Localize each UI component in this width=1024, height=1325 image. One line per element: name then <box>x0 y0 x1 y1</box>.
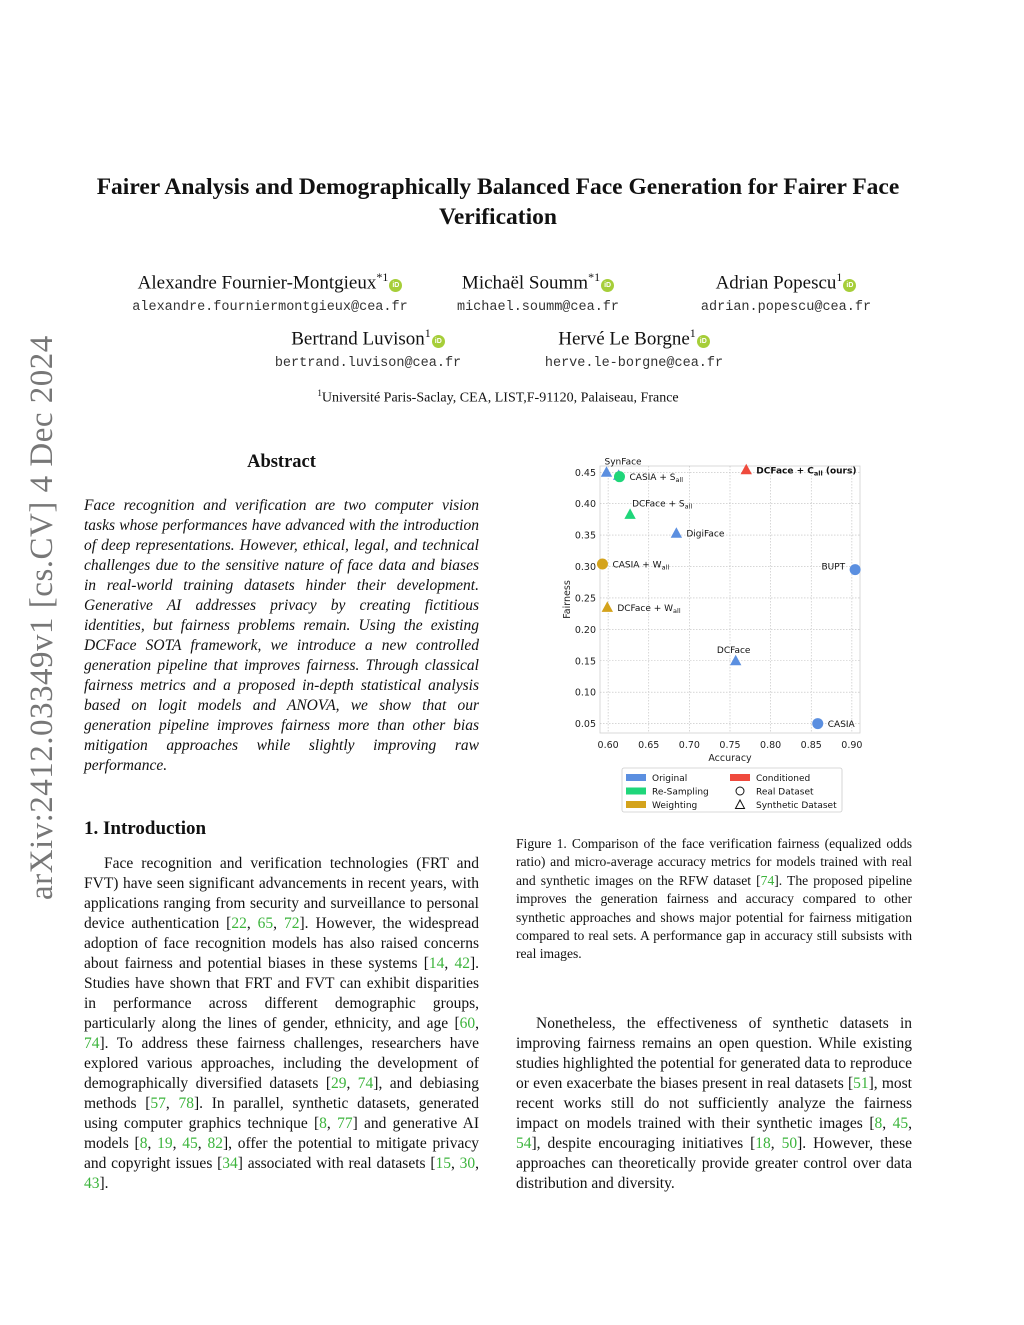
citation-link[interactable]: 8 <box>874 1115 883 1132</box>
author-name-text: Alexandre Fournier-Montgieux <box>137 272 377 294</box>
author-name-text: Adrian Popescu <box>715 272 837 294</box>
orcid-icon[interactable]: iD <box>389 279 402 292</box>
y-tick-label: 0.25 <box>574 593 596 605</box>
citation-link[interactable]: 45 <box>892 1115 909 1132</box>
intro-paragraph-2: Nonetheless, the effectiveness of synthetic datasets in improving fairness remains an open question. While existing studies highlighted the potential for generated data to reproduce or even exacerbate the biases present in real datasets [51], most recent works still do not sufficiently analyze the fairness impact on models trained with their synthetic images [8, 45, 54], despite encouraging initiatives [18, 50]. However, these approaches can theoretically provide greater control over data distribution and diversity. <box>516 1015 913 1192</box>
citation-link[interactable]: 8 <box>139 1135 148 1152</box>
data-label: DCFace + $W_{all}$ <box>617 603 681 615</box>
introduction-column-left <box>84 854 479 1194</box>
citation-link[interactable]: 29 <box>330 1075 347 1092</box>
data-point-circle <box>850 564 861 575</box>
citation-link[interactable]: 51 <box>853 1075 869 1092</box>
orcid-icon[interactable]: iD <box>843 279 856 292</box>
affiliation-text: Université Paris-Saclay, CEA, LIST,F-91120, Palaiseau, France <box>321 390 679 406</box>
x-axis-label: Accuracy <box>708 753 752 764</box>
data-label: DigiFace <box>686 529 725 540</box>
legend-label: Conditioned <box>756 774 811 784</box>
legend-swatch <box>730 774 750 781</box>
citation-link[interactable]: 74 <box>84 1035 100 1052</box>
data-point-circle <box>812 718 823 729</box>
y-tick-label: 0.20 <box>574 624 596 636</box>
x-tick-label: 0.60 <box>597 740 619 751</box>
author-name-text: Hervé Le Borgne <box>558 328 690 350</box>
legend-swatch <box>626 788 646 795</box>
y-tick-label: 0.05 <box>574 719 596 731</box>
x-tick-label: 0.70 <box>678 740 700 751</box>
citation-link[interactable]: 8 <box>319 1115 327 1132</box>
author-name <box>678 270 894 294</box>
y-tick-label: 0.10 <box>574 687 596 699</box>
citation-link[interactable]: 19 <box>157 1135 173 1152</box>
citation-link[interactable]: 78 <box>178 1095 194 1112</box>
paper-title: Fairer Analysis and Demographically Balanced Face Generation for Fairer Face Verification <box>96 174 900 230</box>
citation-link[interactable]: 14 <box>428 955 445 972</box>
x-tick-label: 0.85 <box>800 740 822 751</box>
abstract-heading: Abstract <box>247 452 316 472</box>
citation-link[interactable]: 57 <box>150 1095 166 1112</box>
abstract-text: Face recognition and verification are two computer vision tasks whose performances have advanced with the introduction of deep representations. However, ethical, legal, and technical challenges due to the sensitive nature of face data and biases in real-world training datasets hinder their development. Generative AI addresses privacy by creating fictitious identities, but fairness problems remain. Using the existing DCFace SOTA framework, we introduce a new controlled generation pipeline that improves fairness. Through classical fairness metrics and a proposed in-depth statistical analysis based on logit models and ANOVA, we show that our generation pipeline improves fairness more than other bias mitigation approaches while slightly improving raw performance. <box>84 497 479 774</box>
data-label: DCFace + $S_{all}$ <box>632 499 693 511</box>
citation-link[interactable]: 77 <box>337 1115 353 1132</box>
x-tick-label: 0.75 <box>719 740 741 751</box>
citation-link[interactable]: 30 <box>459 1155 476 1172</box>
affiliation-superscript: 1 <box>317 388 322 398</box>
orcid-icon[interactable]: iD <box>601 279 614 292</box>
author-name <box>526 326 742 350</box>
author-email[interactable]: alexandre.fourniermontgieux@cea.fr <box>132 300 408 315</box>
legend-label: Original <box>652 774 688 784</box>
data-label: DCFace <box>716 645 751 656</box>
y-tick-label: 0.35 <box>574 530 596 542</box>
orcid-icon[interactable]: iD <box>432 335 445 348</box>
figure-1-caption: Figure 1. Comparison of the face verification fairness (equalized odds ratio) and micro-average accuracy metrics for models trained with real and synthetic images on the RFW dataset [74]. The proposed pipeline improves the generation fairness and accuracy compared to other synthetic approaches and shows major potential for fairness mitigation compared to real sets. A performance gap in accuracy still subsists with real images. <box>516 836 912 962</box>
y-tick-label: 0.15 <box>574 656 596 668</box>
citation-link[interactable]: 60 <box>459 1015 476 1032</box>
introduction-heading: 1. Introduction <box>84 818 207 839</box>
author-name <box>100 270 440 294</box>
y-tick-label: 0.45 <box>574 467 596 479</box>
author-name-text: Bertrand Luvison <box>291 328 425 350</box>
figure-1-chart <box>556 458 886 818</box>
x-tick-label: 0.80 <box>760 740 782 751</box>
affiliation <box>200 388 796 407</box>
citation-link[interactable]: 72 <box>284 915 300 932</box>
author-email[interactable]: adrian.popescu@cea.fr <box>700 300 872 315</box>
author-name <box>440 270 636 294</box>
legend-label: Weighting <box>652 801 698 811</box>
citation-link[interactable]: 18 <box>755 1135 771 1152</box>
data-label: CASIA + $W_{all}$ <box>612 560 670 572</box>
citation-link[interactable]: 15 <box>435 1155 451 1172</box>
y-tick-label: 0.40 <box>574 499 596 511</box>
introduction-column-right <box>516 1014 912 1194</box>
data-label: DCFace + $C_{all}$ (ours) <box>756 466 857 478</box>
author-name-text: Michaël Soumm <box>461 272 589 294</box>
citation-link[interactable]: 22 <box>231 915 247 932</box>
data-point-circle <box>597 559 608 570</box>
author-email[interactable]: michael.soumm@cea.fr <box>456 300 620 315</box>
legend-label: Re-Sampling <box>652 787 709 798</box>
data-label: SynFace <box>604 458 642 468</box>
x-tick-label: 0.90 <box>841 740 863 751</box>
x-tick-label: 0.65 <box>638 740 660 751</box>
citation-link[interactable]: 54 <box>516 1135 532 1152</box>
citation-link[interactable]: 74 <box>760 872 775 888</box>
citation-link[interactable]: 50 <box>781 1135 798 1152</box>
data-label: CASIA <box>827 720 855 731</box>
author-name <box>250 326 486 350</box>
legend-label: Synthetic Dataset <box>756 801 837 811</box>
data-label: CASIA + $S_{all}$ <box>629 473 684 485</box>
legend-swatch <box>626 801 646 808</box>
legend-swatch <box>626 774 646 781</box>
arxiv-stamp: arXiv:2412.03349v1 [cs.CV] 4 Dec 2024 <box>24 335 60 900</box>
citation-link[interactable]: 65 <box>257 915 274 932</box>
citation-link[interactable]: 74 <box>357 1075 374 1092</box>
citation-link[interactable]: 34 <box>222 1155 238 1172</box>
data-label: BUPT <box>821 562 846 573</box>
author-superscript: *1 <box>376 270 389 284</box>
data-point-circle <box>614 471 625 482</box>
legend-label: Real Dataset <box>756 787 814 798</box>
citation-link[interactable]: 45 <box>182 1135 198 1152</box>
orcid-icon[interactable]: iD <box>697 335 710 348</box>
author-superscript: 1 <box>689 326 696 340</box>
author-email[interactable]: herve.le-borgne@cea.fr <box>544 356 724 371</box>
author-superscript: 1 <box>424 326 431 340</box>
y-tick-label: 0.30 <box>574 562 596 574</box>
citation-link[interactable]: 43 <box>84 1175 100 1192</box>
author-superscript: *1 <box>588 270 601 284</box>
citation-link[interactable]: 82 <box>207 1135 223 1152</box>
author-email[interactable]: bertrand.luvison@cea.fr <box>274 356 462 371</box>
citation-link[interactable]: 42 <box>454 955 470 972</box>
y-axis-label: Fairness <box>562 580 573 619</box>
author-superscript: 1 <box>836 270 843 284</box>
intro-paragraph-1: Face recognition and verification technologies (FRT and FVT) have seen significant advancements in recent years, with applications ranging from security and surveillance to personal device authentication [22, 65, 72]. However, the widespread adoption of face recognition models has also raised concerns about fairness and potential biases in these systems [14, 42]. Studies have shown that FRT and FVT can exhibit disparities in performance across different demographic groups, particularly along the lines of gender, ethnicity, and age [60, 74]. To address these fairness challenges, researchers have explored various approaches, including the development of demographically diversified datasets [29, 74], and debiasing methods [57, 78]. In parallel, synthetic datasets, generated using computer graphics technique [8, 77] and generative AI models [8, 19, 45, 82], offer the potential to mitigate privacy and copyright issues [34] associated with real datasets [15, 30, 43]. <box>84 855 480 1192</box>
